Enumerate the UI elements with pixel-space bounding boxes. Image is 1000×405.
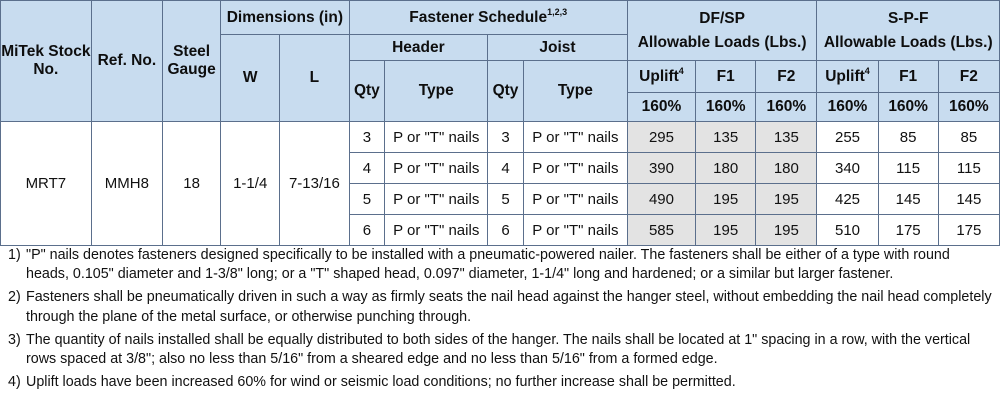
table-row <box>1 122 1000 153</box>
header-joist: Joist <box>488 35 628 61</box>
header-dfsp: DF/SP Allowable Loads (Lbs.) <box>627 1 817 61</box>
spf-uplift-cell: 255 <box>817 122 878 153</box>
header-l: L <box>280 35 349 122</box>
joist-type-cell: P or "T" nails <box>523 215 627 246</box>
header-fastener-schedule: Fastener Schedule$^{1,2,3}$ <box>349 1 627 35</box>
joist-type-cell: P or "T" nails <box>523 122 627 153</box>
header-pct: 160% <box>817 93 878 122</box>
joist-type-cell: P or "T" nails <box>523 184 627 215</box>
dfsp-f2-cell: 195 <box>756 184 817 215</box>
footnote-3: 3) The quantity of nails installed shall be equally distributed to both sides of the hanger. The nails shall be located at 1" spacing in a row, with the vertical rows spaced at 3/8"; also no less than 5/16" from a sheared edge and no less than 5/16" from a formed edge. <box>8 331 971 368</box>
header-qty: Qty <box>488 61 524 122</box>
dfsp-uplift-cell: 585 <box>627 215 695 246</box>
header-stock-no: MiTek Stock No. <box>1 1 92 122</box>
dfsp-f1-cell: 195 <box>696 184 756 215</box>
joist-qty-cell: 4 <box>488 153 524 184</box>
dfsp-uplift-cell: 295 <box>627 122 695 153</box>
dfsp-f1-cell: 135 <box>696 122 756 153</box>
header-pct: 160% <box>938 93 999 122</box>
spf-f2-cell: 175 <box>938 215 999 246</box>
spf-f2-cell: 115 <box>938 153 999 184</box>
header-qty-cell: 6 <box>349 215 385 246</box>
header-type-cell: P or "T" nails <box>385 122 488 153</box>
header-pct: 160% <box>696 93 756 122</box>
joist-qty-cell: 6 <box>488 215 524 246</box>
stock-no-cell: MRT7 <box>1 122 92 246</box>
spf-uplift-cell: 340 <box>817 153 878 184</box>
spf-uplift-cell: 510 <box>817 215 878 246</box>
spf-f2-cell: 145 <box>938 184 999 215</box>
header-f1: F1 <box>696 61 756 93</box>
header-pct: 160% <box>878 93 938 122</box>
ref-no-cell: MMH8 <box>91 122 162 246</box>
header-qty-cell: 5 <box>349 184 385 215</box>
dfsp-uplift-cell: 490 <box>627 184 695 215</box>
header-type-cell: P or "T" nails <box>385 215 488 246</box>
header-f2: F2 <box>756 61 817 93</box>
header-ref-no: Ref. No. <box>91 1 162 122</box>
joist-qty-cell: 5 <box>488 184 524 215</box>
footnote-2: 2) Fasteners shall be pneumatically driven in such a way as firmly seats the nail head against the hanger steel, without embedding the nail head completely through the plane of the metal surface, or otherwise punching through. <box>8 289 992 325</box>
header-type: Type <box>523 61 627 122</box>
header-dimensions: Dimensions (in) <box>221 1 349 35</box>
header-pct: 160% <box>756 93 817 122</box>
dfsp-f2-cell: 195 <box>756 215 817 246</box>
header-f2: F2 <box>938 61 999 93</box>
footnote-1: 1) "P" nails denotes fasteners designed specifically to be installed with a pneumatic-powered nailer. The fasteners shall be either of a type with round heads, 0.105" diameter and 1-3/8" long; or a "T" shaped head, 0.097" diameter, 1-1/4" long and hardened; or a similar but larger fastener. <box>8 247 950 283</box>
spf-uplift-cell: 425 <box>817 184 878 215</box>
header-spf: S-P-F Allowable Loads (Lbs.) <box>817 1 1000 61</box>
header-qty: Qty <box>349 61 385 122</box>
spf-f1-cell: 145 <box>878 184 938 215</box>
spf-f1-cell: 85 <box>878 122 938 153</box>
joist-type-cell: P or "T" nails <box>523 153 627 184</box>
dfsp-f1-cell: 180 <box>696 153 756 184</box>
spf-f1-cell: 115 <box>878 153 938 184</box>
footnotes <box>8 246 993 396</box>
header-pct: 160% <box>627 93 695 122</box>
header-uplift: Uplift$^4$ <box>627 61 695 93</box>
footnote-4: 4) Uplift loads have been increased 60% for wind or seismic load conditions; no further increase shall be permitted. <box>8 374 736 391</box>
w-cell: 1-1/4 <box>221 122 280 246</box>
l-cell: 7-13/16 <box>280 122 349 246</box>
joist-qty-cell: 3 <box>488 122 524 153</box>
dfsp-f1-cell: 195 <box>696 215 756 246</box>
header-qty-cell: 4 <box>349 153 385 184</box>
header-header: Header <box>349 35 488 61</box>
header-w: W <box>221 35 280 122</box>
header-steel-gauge: Steel Gauge <box>163 1 221 122</box>
dfsp-uplift-cell: 390 <box>627 153 695 184</box>
spf-f1-cell: 175 <box>878 215 938 246</box>
header-type-cell: P or "T" nails <box>385 153 488 184</box>
gauge-cell: 18 <box>163 122 221 246</box>
spf-f2-cell: 85 <box>938 122 999 153</box>
dfsp-f2-cell: 180 <box>756 153 817 184</box>
header-f1: F1 <box>878 61 938 93</box>
header-type-cell: P or "T" nails <box>385 184 488 215</box>
header-qty-cell: 3 <box>349 122 385 153</box>
dfsp-f2-cell: 135 <box>756 122 817 153</box>
header-type: Type <box>385 61 488 122</box>
header-uplift: Uplift$^4$ <box>817 61 878 93</box>
